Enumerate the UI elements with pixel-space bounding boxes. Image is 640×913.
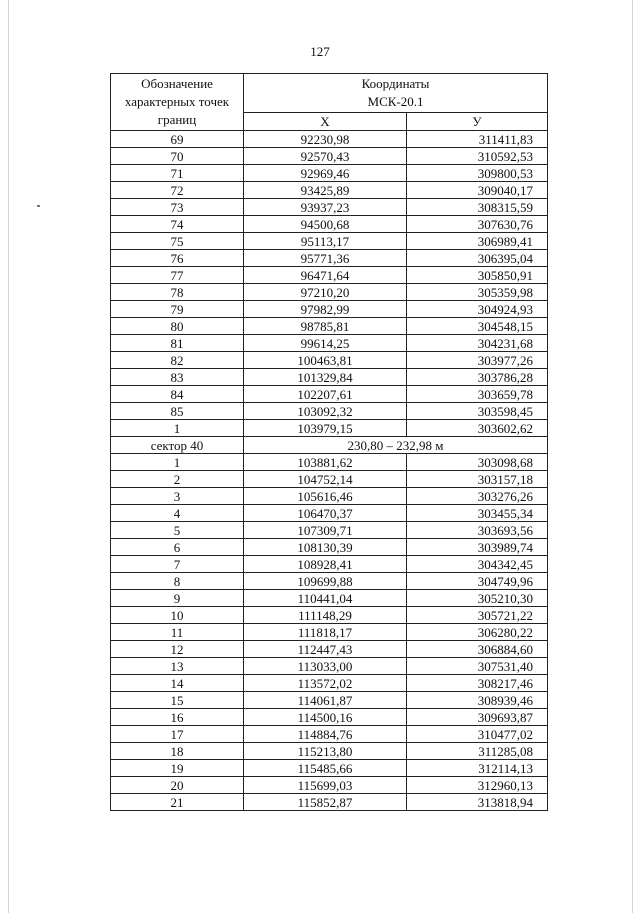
x-coordinate-cell: 108130,39 xyxy=(244,539,407,556)
table-row xyxy=(111,199,548,216)
table-row xyxy=(111,233,548,250)
y-coordinate-cell: 303786,28 xyxy=(407,369,548,386)
y-coordinate-cell: 303455,34 xyxy=(407,505,548,522)
y-coordinate-cell: 303977,26 xyxy=(407,352,548,369)
table-row xyxy=(111,403,548,420)
x-coordinate-cell: 103979,15 xyxy=(244,420,407,437)
x-coordinate-cell: 109699,88 xyxy=(244,573,407,590)
x-coordinate-cell: 111148,29 xyxy=(244,607,407,624)
y-coordinate-cell: 304749,96 xyxy=(407,573,548,590)
y-coordinate-cell: 303598,45 xyxy=(407,403,548,420)
table-row xyxy=(111,539,548,556)
table-row xyxy=(111,284,548,301)
y-coordinate-cell: 307531,40 xyxy=(407,658,548,675)
point-id-cell: 80 xyxy=(111,318,244,335)
y-coordinate-cell: 303602,62 xyxy=(407,420,548,437)
sector-range-cell: 230,80 – 232,98 м xyxy=(244,437,548,454)
point-id-cell: 69 xyxy=(111,131,244,148)
y-coordinate-cell: 305210,30 xyxy=(407,590,548,607)
coordinates-header-line2: МСК-20.1 xyxy=(367,94,424,110)
x-coordinate-cell: 102207,61 xyxy=(244,386,407,403)
table-row xyxy=(111,743,548,760)
y-coordinate-cell: 305850,91 xyxy=(407,267,548,284)
table-row xyxy=(111,777,548,794)
point-id-cell: 7 xyxy=(111,556,244,573)
table-row xyxy=(111,301,548,318)
coordinates-table-body xyxy=(111,74,548,811)
designation-header-line1: Обозначение xyxy=(141,76,213,91)
table-row xyxy=(111,675,548,692)
x-coordinate-cell: 99614,25 xyxy=(244,335,407,352)
point-id-cell: 1 xyxy=(111,420,244,437)
x-coordinate-cell: 114500,16 xyxy=(244,709,407,726)
point-id-cell: 85 xyxy=(111,403,244,420)
y-coordinate-cell: 306280,22 xyxy=(407,624,548,641)
table-row xyxy=(111,590,548,607)
sector-row xyxy=(111,437,548,454)
y-coordinate-cell: 303659,78 xyxy=(407,386,548,403)
point-id-cell: 18 xyxy=(111,743,244,760)
table-row xyxy=(111,658,548,675)
table-row xyxy=(111,709,548,726)
y-coordinate-cell: 303276,26 xyxy=(407,488,548,505)
y-coordinate-cell: 305721,22 xyxy=(407,607,548,624)
x-coordinate-cell: 115852,87 xyxy=(244,794,407,811)
coordinates-header-line1: Координаты xyxy=(361,76,430,92)
table-row xyxy=(111,369,548,386)
x-coordinate-cell: 100463,81 xyxy=(244,352,407,369)
y-coordinate-cell: 312960,13 xyxy=(407,777,548,794)
table-row xyxy=(111,318,548,335)
table-row xyxy=(111,794,548,811)
scan-speck xyxy=(37,205,40,207)
x-coordinate-cell: 98785,81 xyxy=(244,318,407,335)
y-coordinate-cell: 305359,98 xyxy=(407,284,548,301)
y-column-header: У xyxy=(407,113,548,131)
point-id-cell: 1 xyxy=(111,454,244,471)
page-number: 127 xyxy=(310,44,330,59)
point-id-cell: 71 xyxy=(111,165,244,182)
x-coordinate-cell: 103881,62 xyxy=(244,454,407,471)
point-id-cell: 81 xyxy=(111,335,244,352)
table-row xyxy=(111,131,548,148)
x-coordinate-cell: 111818,17 xyxy=(244,624,407,641)
point-id-cell: 13 xyxy=(111,658,244,675)
x-coordinate-cell: 93425,89 xyxy=(244,182,407,199)
x-coordinate-cell: 114061,87 xyxy=(244,692,407,709)
y-coordinate-cell: 310477,02 xyxy=(407,726,548,743)
x-column-header: X xyxy=(244,113,407,131)
table-row xyxy=(111,386,548,403)
point-id-cell: 6 xyxy=(111,539,244,556)
header-row xyxy=(111,74,548,113)
point-id-cell: 4 xyxy=(111,505,244,522)
x-coordinate-cell: 110441,04 xyxy=(244,590,407,607)
y-coordinate-cell: 311285,08 xyxy=(407,743,548,760)
table-row xyxy=(111,182,548,199)
y-coordinate-cell: 308315,59 xyxy=(407,199,548,216)
point-id-cell: 12 xyxy=(111,641,244,658)
table-row xyxy=(111,726,548,743)
point-id-cell: 17 xyxy=(111,726,244,743)
x-coordinate-cell: 105616,46 xyxy=(244,488,407,505)
y-coordinate-cell: 303098,68 xyxy=(407,454,548,471)
point-id-cell: 70 xyxy=(111,148,244,165)
table-row xyxy=(111,165,548,182)
point-id-cell: 8 xyxy=(111,573,244,590)
table-row xyxy=(111,471,548,488)
y-coordinate-cell: 303157,18 xyxy=(407,471,548,488)
table-row xyxy=(111,522,548,539)
point-id-cell: 11 xyxy=(111,624,244,641)
table-row xyxy=(111,505,548,522)
designation-header-cell xyxy=(111,74,244,131)
coordinates-header-cell xyxy=(244,74,548,113)
x-coordinate-cell: 115485,66 xyxy=(244,760,407,777)
table-row xyxy=(111,488,548,505)
x-coordinate-cell: 106470,37 xyxy=(244,505,407,522)
y-coordinate-cell: 306395,04 xyxy=(407,250,548,267)
point-id-cell: 9 xyxy=(111,590,244,607)
point-id-cell: 76 xyxy=(111,250,244,267)
table-row xyxy=(111,267,548,284)
x-coordinate-cell: 113572,02 xyxy=(244,675,407,692)
y-coordinate-cell: 304924,93 xyxy=(407,301,548,318)
point-id-cell: 10 xyxy=(111,607,244,624)
point-id-cell: 77 xyxy=(111,267,244,284)
table-row xyxy=(111,420,548,437)
table-row xyxy=(111,624,548,641)
point-id-cell: 73 xyxy=(111,199,244,216)
point-id-cell: 83 xyxy=(111,369,244,386)
x-coordinate-cell: 107309,71 xyxy=(244,522,407,539)
table-row xyxy=(111,148,548,165)
y-coordinate-cell: 309693,87 xyxy=(407,709,548,726)
point-id-cell: 78 xyxy=(111,284,244,301)
table-row xyxy=(111,641,548,658)
y-coordinate-cell: 303989,74 xyxy=(407,539,548,556)
x-coordinate-cell: 94500,68 xyxy=(244,216,407,233)
y-coordinate-cell: 304548,15 xyxy=(407,318,548,335)
point-id-cell: 82 xyxy=(111,352,244,369)
sector-label-cell: сектор 40 xyxy=(111,437,244,454)
x-coordinate-cell: 97210,20 xyxy=(244,284,407,301)
table-row xyxy=(111,335,548,352)
point-id-cell: 2 xyxy=(111,471,244,488)
y-coordinate-cell: 311411,83 xyxy=(407,131,548,148)
point-id-cell: 5 xyxy=(111,522,244,539)
point-id-cell: 74 xyxy=(111,216,244,233)
x-coordinate-cell: 92570,43 xyxy=(244,148,407,165)
table-row xyxy=(111,692,548,709)
point-id-cell: 3 xyxy=(111,488,244,505)
y-coordinate-cell: 310592,53 xyxy=(407,148,548,165)
x-coordinate-cell: 114884,76 xyxy=(244,726,407,743)
x-coordinate-cell: 104752,14 xyxy=(244,471,407,488)
point-id-cell: 16 xyxy=(111,709,244,726)
y-coordinate-cell: 304231,68 xyxy=(407,335,548,352)
y-coordinate-cell: 306884,60 xyxy=(407,641,548,658)
x-coordinate-cell: 101329,84 xyxy=(244,369,407,386)
point-id-cell: 19 xyxy=(111,760,244,777)
y-coordinate-cell: 313818,94 xyxy=(407,794,548,811)
point-id-cell: 20 xyxy=(111,777,244,794)
x-coordinate-cell: 95771,36 xyxy=(244,250,407,267)
designation-header-line3: границ xyxy=(157,112,197,127)
x-coordinate-cell: 113033,00 xyxy=(244,658,407,675)
y-coordinate-cell: 304342,45 xyxy=(407,556,548,573)
x-coordinate-cell: 95113,17 xyxy=(244,233,407,250)
y-coordinate-cell: 308217,46 xyxy=(407,675,548,692)
table-row xyxy=(111,216,548,233)
point-id-cell: 14 xyxy=(111,675,244,692)
y-coordinate-cell: 303693,56 xyxy=(407,522,548,539)
point-id-cell: 72 xyxy=(111,182,244,199)
designation-header-line2: характерных точек xyxy=(124,94,230,109)
x-coordinate-cell: 112447,43 xyxy=(244,641,407,658)
y-coordinate-cell: 308939,46 xyxy=(407,692,548,709)
y-coordinate-cell: 306989,41 xyxy=(407,233,548,250)
table-row xyxy=(111,352,548,369)
table-row xyxy=(111,760,548,777)
y-coordinate-cell: 309800,53 xyxy=(407,165,548,182)
x-coordinate-cell: 115213,80 xyxy=(244,743,407,760)
y-coordinate-cell: 307630,76 xyxy=(407,216,548,233)
table-row xyxy=(111,250,548,267)
x-coordinate-cell: 93937,23 xyxy=(244,199,407,216)
point-id-cell: 15 xyxy=(111,692,244,709)
x-coordinate-cell: 108928,41 xyxy=(244,556,407,573)
table-row xyxy=(111,607,548,624)
coordinates-table xyxy=(110,73,548,811)
point-id-cell: 79 xyxy=(111,301,244,318)
point-id-cell: 84 xyxy=(111,386,244,403)
x-coordinate-cell: 96471,64 xyxy=(244,267,407,284)
x-coordinate-cell: 92230,98 xyxy=(244,131,407,148)
point-id-cell: 75 xyxy=(111,233,244,250)
x-coordinate-cell: 115699,03 xyxy=(244,777,407,794)
x-coordinate-cell: 97982,99 xyxy=(244,301,407,318)
x-coordinate-cell: 103092,32 xyxy=(244,403,407,420)
y-coordinate-cell: 309040,17 xyxy=(407,182,548,199)
point-id-cell: 21 xyxy=(111,794,244,811)
y-coordinate-cell: 312114,13 xyxy=(407,760,548,777)
x-coordinate-cell: 92969,46 xyxy=(244,165,407,182)
table-row xyxy=(111,454,548,471)
table-row xyxy=(111,573,548,590)
table-row xyxy=(111,556,548,573)
